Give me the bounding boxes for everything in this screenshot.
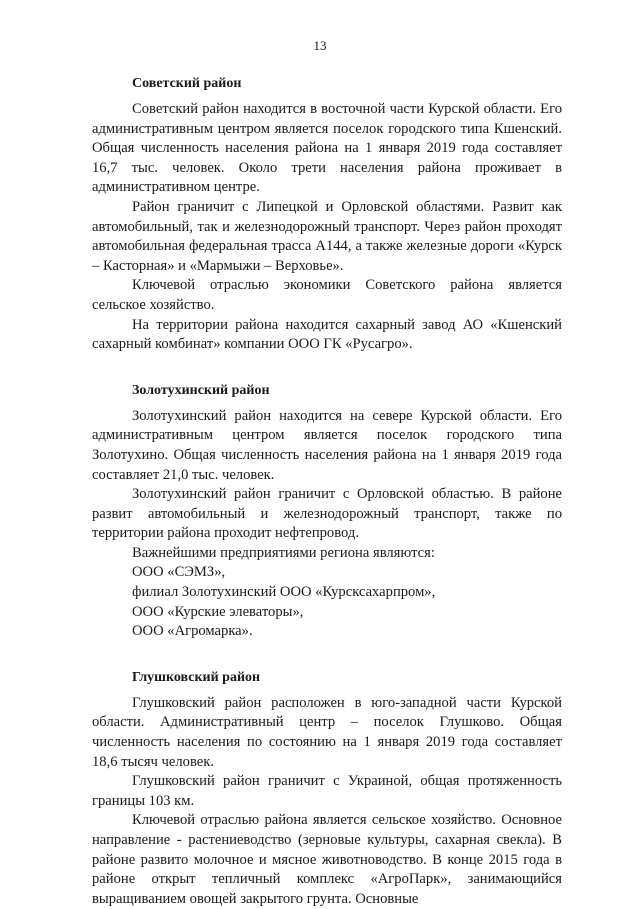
section-heading: Советский район [132,76,242,91]
page-number: 13 [313,38,327,53]
paragraph: Район граничит с Липецкой и Орловской областями. Развит как автомобильный, так и железнодорожный транспорт. Через район проходят автомобильная федеральная трасса А144, а также железные дороги «Курск – Касторная» и «Мармыжи – Верховье». [92,198,562,274]
enterprise-list-item: ООО «СЭМЗ», [132,564,226,581]
paragraph: Глушковский район расположен в юго-западной части Курской области. Административный центр – поселок Глушково. Общая численность населения по состоянию на 1 января 2019 года составляет 18,6 тысяч человек. [92,694,562,770]
paragraph: Ключевой отраслью района является сельское хозяйство. Основное направление - растениеводство (зерновые культуры, сахарная свекла). В районе развито молочное и мясное животноводство. В конце 2015 года в районе открыт тепличный комплекс «АгроПарк», занимающийся выращиванием овощей закрытого грунта. Основные [92,812,562,907]
paragraph: Ключевой отраслью экономики Советского района является сельское хозяйство. [92,277,562,313]
section-glushkovsky [92,668,562,909]
section-zolotukhinsky [92,381,562,642]
section-sovetsky [92,74,562,355]
enterprise-list-item: ООО «Агромарка». [132,623,253,640]
paragraph: Советский район находится в восточной части Курской области. Его административным центром является поселок городского типа Кшенский. Общая численность населения района на 1 января 2019 года составляет 16,7 тыс. человек. Около трети населения района проживает в административном центре. [92,101,562,196]
paragraph: Глушковский район граничит с Украиной, общая протяженность границы 103 км. [92,773,562,809]
paragraph: Золотухинский район граничит с Орловской областью. В районе развит автомобильный и железнодорожный транспорт, также по территории района проходит нефтепровод. [92,486,562,542]
paragraph: На территории района находится сахарный завод АО «Кшенский сахарный комбинат» компании ООО ГК «Русагро». [92,316,562,353]
section-heading: Глушковский район [132,669,261,685]
enterprise-list-item: филиал Золотухинский ООО «Курсксахарпром», [132,584,436,601]
paragraph: Важнейшими предприятиями региона являются: [132,544,435,561]
section-heading: Золотухинский район [132,382,270,398]
document-body [92,74,562,909]
paragraph: Золотухинский район находится на севере Курской области. Его административным центром является поселок городского типа Золотухино. Общая численность населения района на 1 января 2019 года составляет 21,0 тыс. человек. [92,407,562,483]
enterprise-list-item: ООО «Курские элеваторы», [132,603,304,620]
